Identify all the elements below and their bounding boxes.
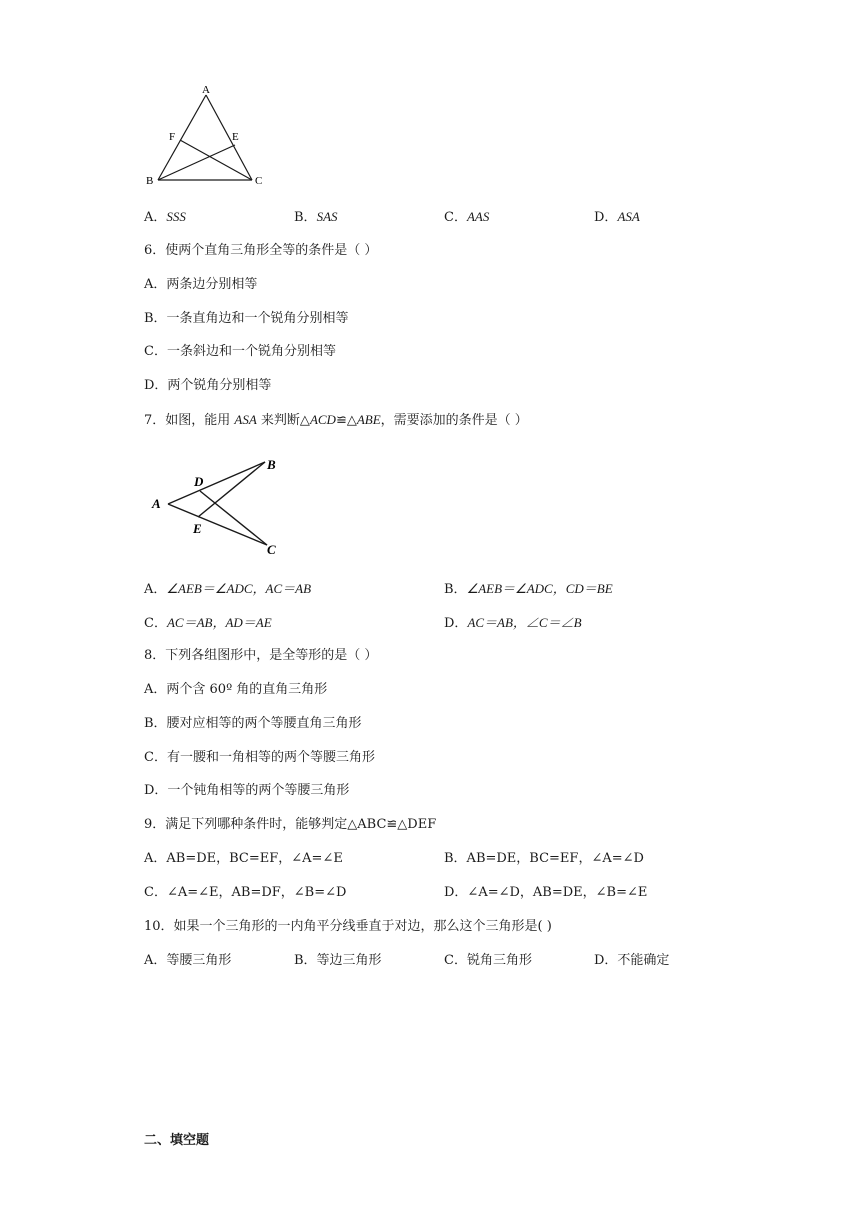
vertex-label-b: B <box>267 457 276 472</box>
option-text: AC＝AB，∠C＝∠B <box>467 615 582 630</box>
q6-option-b: B．一条直角边和一个锐角分别相等 <box>144 311 349 326</box>
q5-option-a <box>144 209 186 226</box>
q8-option-a: A．两个含 60º 角的直角三角形 <box>144 682 328 697</box>
triangle-figure-q7 <box>145 448 285 563</box>
option-letter: B． <box>294 210 317 225</box>
point-label-f: F <box>169 131 176 143</box>
vertex-label-c: C <box>255 175 263 187</box>
q7-stem-abe: ABE <box>356 412 381 427</box>
q7-option-d <box>444 615 582 632</box>
q5-option-b <box>294 209 338 226</box>
q8-option-b: B．腰对应相等的两个等腰直角三角形 <box>144 716 362 731</box>
q6-option-a: A．两条边分别相等 <box>144 277 258 292</box>
option-text: ∠AEB＝∠ADC，AC＝AB <box>166 581 312 596</box>
option-letter: C． <box>444 210 467 225</box>
option-text: AC＝AB，AD＝AE <box>166 615 272 630</box>
q7-option-a <box>144 581 311 598</box>
option-letter: C． <box>144 616 167 631</box>
q10-option-d: D．不能确定 <box>594 953 670 968</box>
vertex-label-a: A <box>202 84 210 96</box>
option-letter: A． <box>144 210 167 225</box>
vertex-label-b: B <box>146 175 154 187</box>
option-text: SAS <box>316 209 338 224</box>
q7-stem-acd: ACD <box>309 412 336 427</box>
section-heading: 二、填空题 <box>144 1133 210 1148</box>
q7-option-c <box>144 615 272 632</box>
vertex-label-a: A <box>152 496 161 511</box>
option-letter: A． <box>144 582 167 597</box>
q10-option-b: B．等边三角形 <box>294 953 382 968</box>
q6-option-d: D．两个锐角分别相等 <box>144 378 272 393</box>
option-text: SSS <box>166 209 186 224</box>
option-text: AAS <box>466 209 490 224</box>
q9-stem: 9．满足下列哪种条件时，能够判定△ABC≌△DEF <box>144 817 437 832</box>
point-label-e: E <box>232 131 239 143</box>
q9-option-c: C．∠A=∠E，AB=DF，∠B=∠D <box>144 885 347 900</box>
q9-option-d: D．∠A=∠D，AB=DE，∠B=∠E <box>444 885 648 900</box>
q8-option-c: C．有一腰和一角相等的两个等腰三角形 <box>144 750 375 765</box>
q10-option-a: A．等腰三角形 <box>144 953 232 968</box>
vertex-label-c: C <box>267 542 276 557</box>
q8-option-d: D．一个钝角相等的两个等腰三角形 <box>144 783 350 798</box>
triangle-figure-q5 <box>140 78 275 190</box>
q7-stem <box>144 412 528 429</box>
point-label-d: D <box>194 474 204 489</box>
point-label-e: E <box>193 521 202 536</box>
q7-stem-pre: 7．如图，能用 <box>144 413 235 428</box>
q7-stem-cong: ≌△ <box>335 413 357 428</box>
q10-option-c: C．锐角三角形 <box>444 953 532 968</box>
option-letter: D． <box>444 616 468 631</box>
q7-stem-asa: ASA <box>234 412 257 427</box>
q6-stem: 6．使两个直角三角形全等的条件是（ ） <box>144 243 378 258</box>
q5-option-d <box>594 209 640 226</box>
q8-stem: 8．下列各组图形中，是全等形的是（ ） <box>144 648 378 663</box>
q9-option-a: A．AB=DE，BC=EF，∠A=∠E <box>144 851 343 866</box>
q10-stem: 10．如果一个三角形的一内角平分线垂直于对边，那么这个三角形是( ) <box>144 919 552 934</box>
option-letter: D． <box>594 210 618 225</box>
option-text: ∠AEB＝∠ADC，CD＝BE <box>466 581 613 596</box>
q7-option-b <box>444 581 613 598</box>
q7-stem-mid: 来判断△ <box>256 413 310 428</box>
q6-option-c: C．一条斜边和一个锐角分别相等 <box>144 344 336 359</box>
q7-stem-post: ，需要添加的条件是（ ） <box>380 413 528 428</box>
q5-option-c <box>444 209 489 226</box>
q9-option-b: B．AB=DE，BC=EF，∠A=∠D <box>444 851 644 866</box>
option-letter: B． <box>444 582 467 597</box>
option-text: ASA <box>617 209 640 224</box>
